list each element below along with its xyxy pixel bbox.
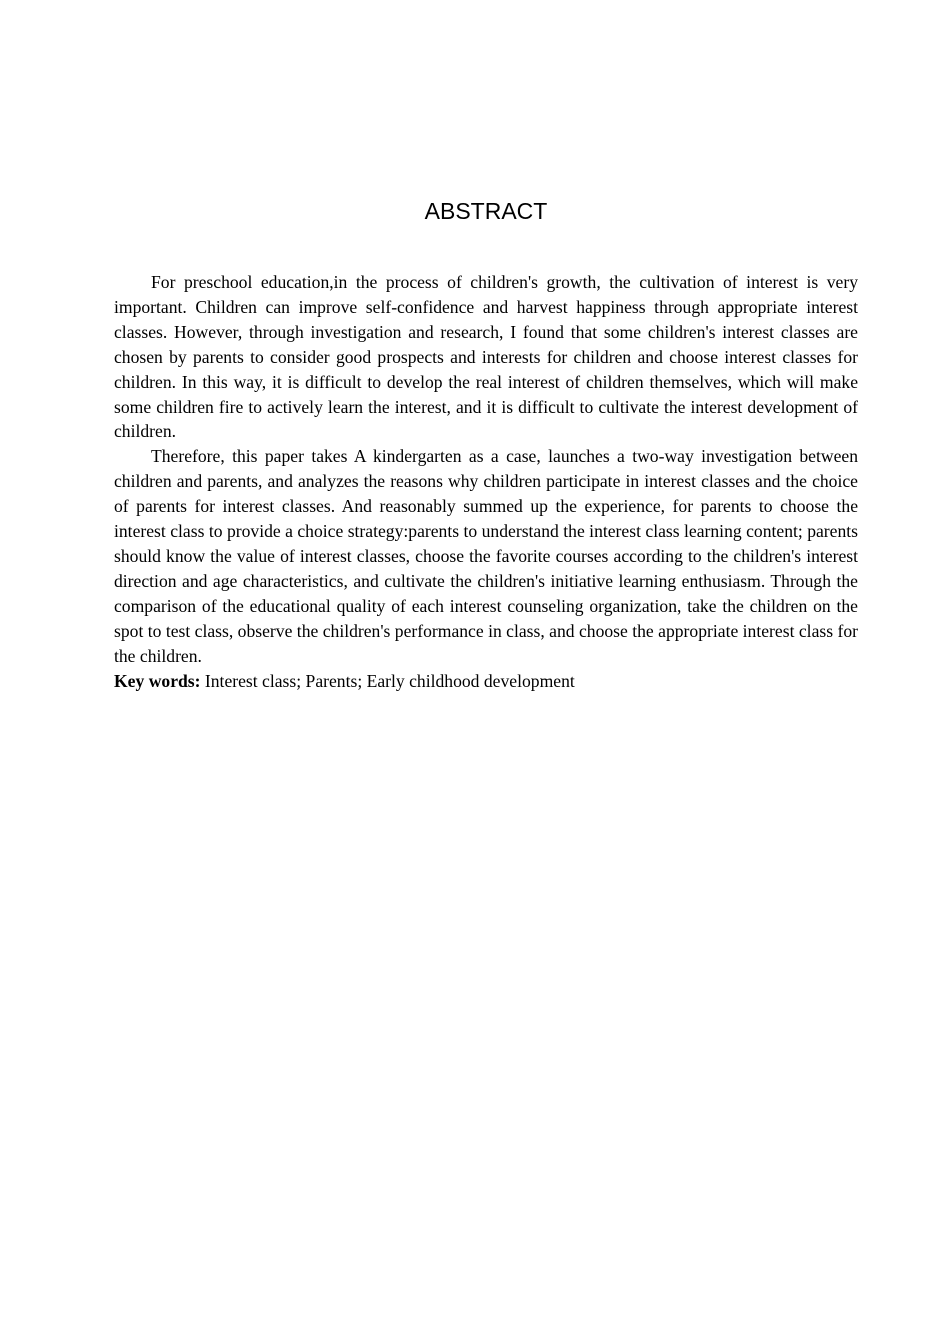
page-title: ABSTRACT (424, 198, 548, 224)
keywords-text: Interest class; Parents; Early childhood development (200, 670, 575, 691)
keywords-line (114, 669, 858, 694)
abstract-body (114, 270, 858, 693)
keywords-label: Key words: (114, 670, 201, 691)
abstract-paragraph-2: Therefore, this paper takes A kindergarten as a case, launches a two-way investigation between children and parents, and analyzes the reasons why children participate in interest classes and the choice of parents for interest classes. And reasonably summed up the experience, for parents to choose the interest class to provide a choice strategy:parents to understand the interest class learning content; parents should know the value of interest classes, choose the favorite courses according to the children's interest direction and age characteristics, and cultivate the children's initiative learning enthusiasm. Through the comparison of the educational quality of each interest counseling organization, take the children on the spot to test class, observe the children's performance in class, and choose the appropriate interest class for the children. (114, 446, 858, 666)
abstract-paragraph-1: For preschool education,in the process of children's growth, the cultivation of interest is very important. Children can improve self-confidence and harvest happiness through appropriate interest classes. However, through investigation and research, I found that some children's interest classes are chosen by parents to consider good prospects and interests for children and choose interest classes for children. In this way, it is difficult to develop the real interest of children themselves, which will make some children fire to actively learn the interest, and it is difficult to cultivate the interest development of children. (114, 272, 858, 442)
